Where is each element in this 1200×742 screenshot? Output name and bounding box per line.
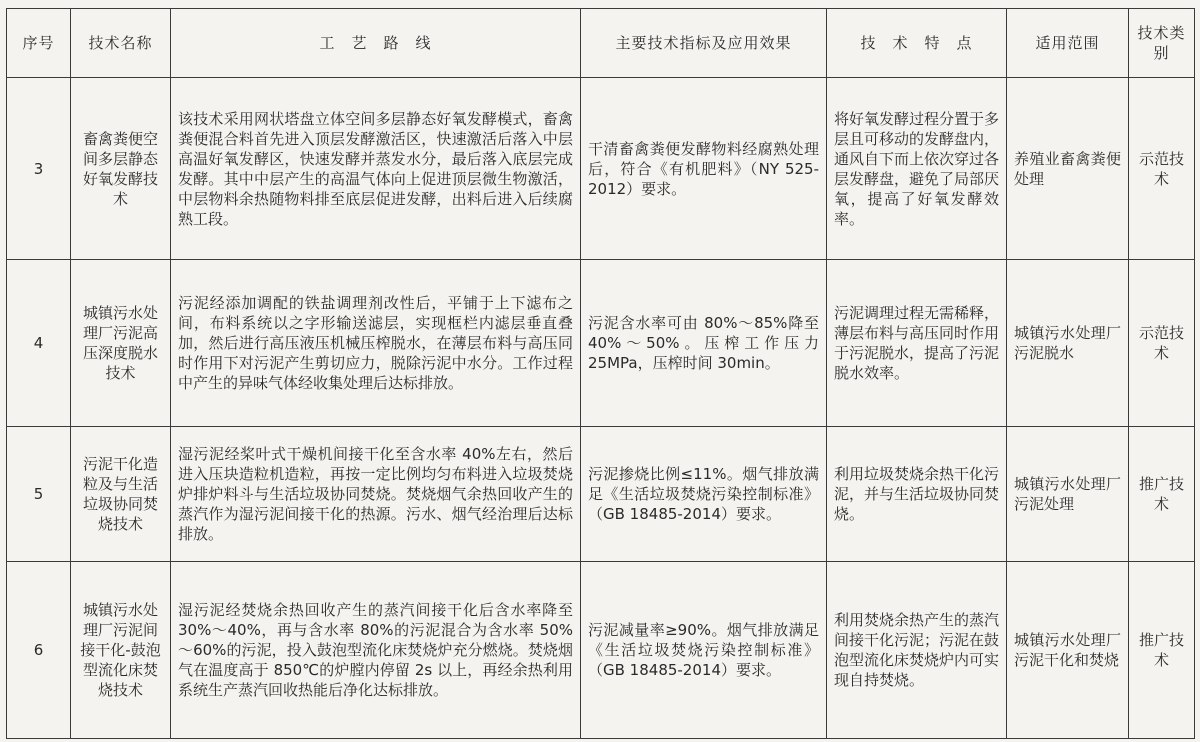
cell-scope: 城镇污水处理厂污泥处理 (1007, 427, 1129, 562)
cell-process: 湿污泥经焚烧余热回收产生的蒸汽间接干化后含水率降至 30%～40%，再与含水率 80%的污泥混合为含水率 50%～60%的污泥，投入鼓泡型流化床焚烧炉充分燃烧。焚烧烟气在温度高于 850℃的炉膛内停留 2s 以上，再经余热利用系统生产蒸汽回收热能后净化达标排放。 (171, 562, 581, 739)
cell-seq: 6 (7, 562, 71, 739)
header-category: 技术类别 (1129, 9, 1195, 78)
cell-name: 城镇污水处理厂污泥高压深度脱水技术 (71, 260, 171, 427)
header-row (7, 9, 1195, 78)
header-process: 工 艺 路 线 (171, 9, 581, 78)
cell-process: 该技术采用网状塔盘立体空间多层静态好氧发酵模式，畜禽粪便混合料首先进入顶层发酵激活区，快速激活后落入中层高温好氧发酵区，快速发酵并蒸发水分，最后落入底层完成发酵。其中中层产生的高温气体向上促进顶层微生物激活，中层物料余热随物料排至底层促进发酵，出料后进入后续腐熟工段。 (171, 78, 581, 260)
technology-table (6, 8, 1195, 739)
cell-features: 将好氧发酵过程分置于多层且可移动的发酵盘内，通风自下而上依次穿过各层发酵盘，避免了局部厌氧，提高了好氧发酵效率。 (827, 78, 1007, 260)
cell-category: 示范技术 (1129, 260, 1195, 427)
table-row (7, 427, 1195, 562)
header-name: 技术名称 (71, 9, 171, 78)
cell-scope: 城镇污水处理厂污泥干化和焚烧 (1007, 562, 1129, 739)
cell-name: 畜禽粪便空间多层静态好氧发酵技术 (71, 78, 171, 260)
cell-seq: 5 (7, 427, 71, 562)
cell-indicators: 污泥掺烧比例≤11%。烟气排放满足《生活垃圾焚烧污染控制标准》（GB 18485-2014）要求。 (581, 427, 827, 562)
cell-category: 推广技术 (1129, 562, 1195, 739)
cell-process: 湿污泥经桨叶式干燥机间接干化至含水率 40%左右，然后进入压块造粒机造粒，再按一定比例均匀布料进入垃圾焚烧炉排炉料斗与生活垃圾协同焚烧。焚烧烟气余热回收产生的蒸汽作为湿污泥间接干化的热源。污水、烟气经治理后达标排放。 (171, 427, 581, 562)
cell-name: 污泥干化造粒及与生活垃圾协同焚烧技术 (71, 427, 171, 562)
cell-name: 城镇污水处理厂污泥间接干化-鼓泡型流化床焚烧技术 (71, 562, 171, 739)
header-features: 技 术 特 点 (827, 9, 1007, 78)
table-row (7, 562, 1195, 739)
cell-category: 推广技术 (1129, 427, 1195, 562)
header-indicators: 主要技术指标及应用效果 (581, 9, 827, 78)
cell-features: 污泥调理过程无需稀释，薄层布料与高压同时作用于污泥脱水，提高了污泥脱水效率。 (827, 260, 1007, 427)
cell-indicators: 污泥含水率可由 80%～85%降至 40%～50%。压榨工作压力25MPa，压榨时间 30min。 (581, 260, 827, 427)
cell-process: 污泥经添加调配的铁盐调理剂改性后，平铺于上下滤布之间，布料系统以之字形输送滤层，实现框栏内滤层垂直叠加，然后进行高压液压机械压榨脱水，在薄层布料与高压同时作用下对污泥产生剪切应力，脱除污泥中水分。工作过程中产生的异味气体经收集处理后达标排放。 (171, 260, 581, 427)
header-seq: 序号 (7, 9, 71, 78)
cell-seq: 3 (7, 78, 71, 260)
cell-features: 利用垃圾焚烧余热干化污泥，并与生活垃圾协同焚烧。 (827, 427, 1007, 562)
table-row (7, 78, 1195, 260)
header-scope: 适用范围 (1007, 9, 1129, 78)
table-row (7, 260, 1195, 427)
cell-seq: 4 (7, 260, 71, 427)
cell-indicators: 污泥减量率≥90%。烟气排放满足《生活垃圾焚烧污染控制标准》（GB 18485-2014）要求。 (581, 562, 827, 739)
cell-indicators: 干清畜禽粪便发酵物料经腐熟处理后，符合《有机肥料》（NY 525-2012）要求。 (581, 78, 827, 260)
cell-scope: 养殖业畜禽粪便处理 (1007, 78, 1129, 260)
cell-category: 示范技术 (1129, 78, 1195, 260)
cell-features: 利用焚烧余热产生的蒸汽间接干化污泥；污泥在鼓泡型流化床焚烧炉内可实现自持焚烧。 (827, 562, 1007, 739)
cell-scope: 城镇污水处理厂污泥脱水 (1007, 260, 1129, 427)
